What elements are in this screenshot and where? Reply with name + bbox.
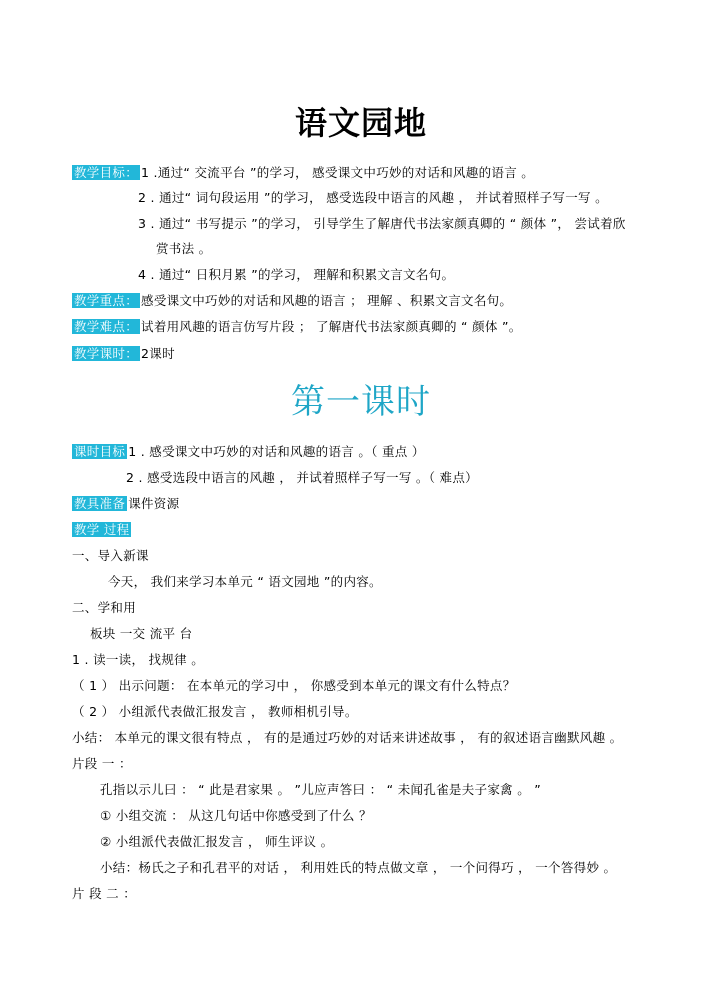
key-points-line (72, 292, 512, 310)
objective-item-1: 1 .通过“ 交流平台 ”的学习， 感受课文中巧妙的对话和风趣的语言 。 (141, 165, 535, 180)
objective-item-3: 3 . 通过“ 书写提示 ”的学习， 引导学生了解唐代书法家颜真卿的 “ 颜体 ”， 尝试着欣 (138, 216, 626, 231)
fragment-1-summary: 小结：杨氏之子和孔君平的对话 ， 利用姓氏的特点做文章 ， 一个问得巧 ， 一个答得妙 。 (100, 860, 617, 875)
section-2-step-1: 1 . 读一读， 找规律 。 (72, 652, 205, 667)
section-1-heading: 一、导入新课 (72, 548, 149, 563)
section-2-question-1: （ 1 ） 出示问题： 在本单元的学习中 ， 你感受到本单元的课文有什么特点？ (72, 678, 516, 693)
hours-label: 教学课时： (74, 346, 139, 361)
key-points-label: 教学重点： (74, 293, 139, 308)
section-2-question-2: （ 2 ） 小组派代表做汇报发言 ， 教师相机引导。 (72, 704, 358, 719)
process-line (72, 521, 132, 539)
section-2-heading: 二、学和用 (72, 600, 137, 615)
fragment-1-heading: 片段 一 ： (72, 756, 132, 771)
lesson-goal-1: 1 . 感受课文中巧妙的对话和风趣的语言 。（ 重点 ） (128, 444, 425, 459)
lesson-goals-label: 课时目标 (74, 444, 126, 459)
hours-line (72, 345, 175, 363)
objectives-line-1 (72, 164, 534, 182)
process-label: 教学 过程 (74, 522, 130, 537)
hours-text: 2课时 (141, 346, 175, 361)
fragment-2-heading: 片 段 二 ： (72, 886, 137, 901)
page-title: 语文园地 (294, 104, 427, 142)
fragment-1-step-1: ① 小组交流 ： 从这几句话中你感受到了什么 ？ (100, 808, 372, 823)
lesson-goal-2: 2 . 感受选段中语言的风趣 ， 并试着照样子写一写 。（ 难点） (126, 470, 478, 485)
materials-line (72, 495, 179, 513)
difficulties-text: 试着用风趣的语言仿写片段 ； 了解唐代书法家颜真卿的 “ 颜体 ”。 (141, 319, 522, 334)
difficulties-label: 教学难点： (74, 319, 139, 334)
objective-item-2: 2 . 通过“ 词句段运用 ”的学习， 感受选段中语言的风趣 ， 并试着照样子写一写 。 (138, 190, 608, 205)
materials-label: 教具准备 (74, 496, 126, 511)
objective-item-4: 4 . 通过“ 日积月累 ”的学习， 理解和积累文言文名句。 (138, 267, 455, 282)
objective-item-3-cont: 赏书法 。 (156, 241, 212, 256)
objectives-label: 教学目标： (74, 165, 139, 180)
section-2-block: 板块 一交 流平 台 (90, 626, 193, 641)
section-2-summary: 小结： 本单元的课文很有特点 ， 有的是通过巧妙的对话来讲述故事 ， 有的叙述语言幽默风趣 。 (72, 730, 623, 745)
fragment-1-step-2: ② 小组派代表做汇报发言 ， 师生评议 。 (100, 834, 334, 849)
difficulties-line (72, 318, 522, 336)
lesson-goals-line-1 (72, 443, 425, 461)
materials-text: 课件资源 (128, 496, 180, 511)
lesson-title: 第一课时 (291, 382, 431, 422)
key-points-text: 感受课文中巧妙的对话和风趣的语言 ； 理解 、积累文言文名句。 (141, 293, 513, 308)
fragment-1-quote: 孔指以示儿曰 ： “ 此是君家果 。 ”儿应声答曰 ： “ 未闻孔雀是夫子家禽 。 ” (100, 782, 542, 797)
section-1-paragraph: 今天， 我们来学习本单元 “ 语文园地 ”的内容。 (108, 574, 382, 589)
